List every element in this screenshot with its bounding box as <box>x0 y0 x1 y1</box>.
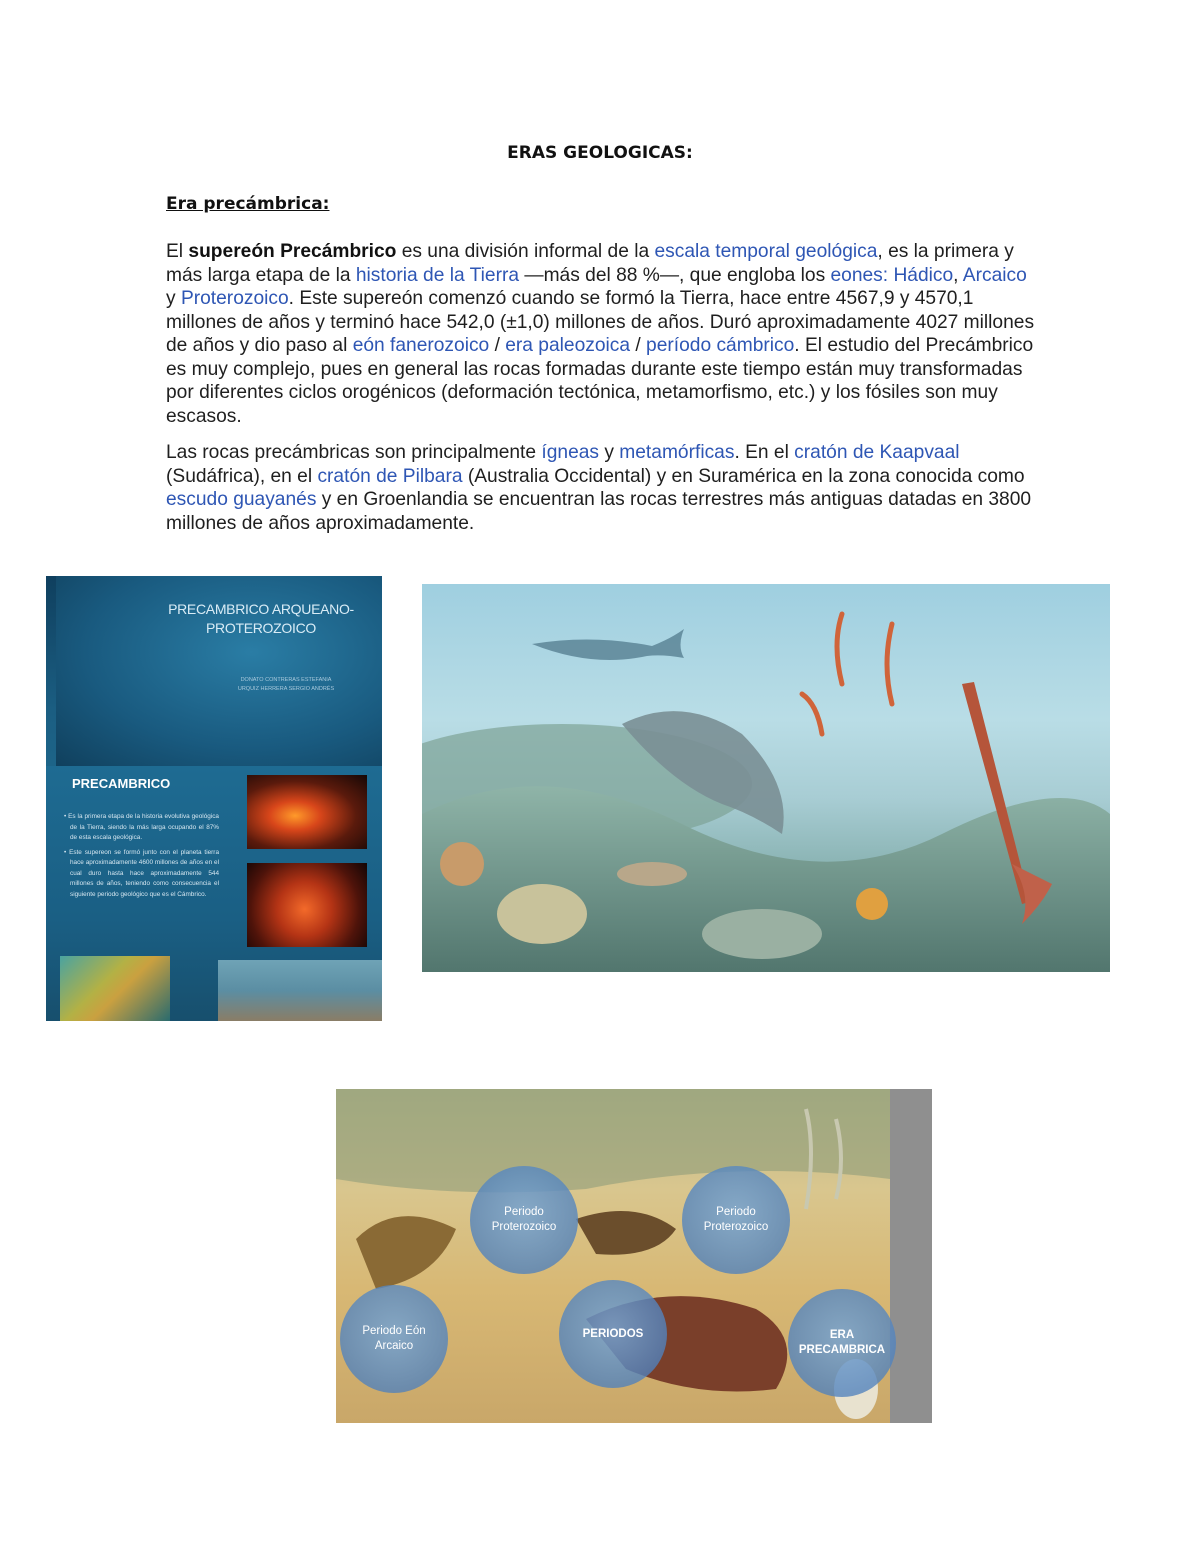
text-run: (Australia Occidental) y en Suramérica en la zona conocida como <box>462 465 1025 487</box>
link-eones-hadico[interactable]: eones: Hádico <box>830 264 954 286</box>
paragraph-2 <box>166 441 1036 535</box>
text-run: y <box>166 288 181 309</box>
gray-side-bar <box>890 1089 932 1423</box>
slide-authors <box>196 676 376 694</box>
trilobite-picture <box>60 956 170 1021</box>
periods-diagram-image <box>336 1089 932 1423</box>
text-run: , es la primera y más larga etapa de la <box>166 241 1014 286</box>
text-run: y <box>599 442 620 463</box>
text-run: El <box>166 241 189 262</box>
precambrian-underwater-illustration <box>422 584 1110 972</box>
slide-author-2: URQUIZ HERRERA SERGIO ANDRÉS <box>237 686 335 692</box>
molten-planet-picture <box>247 863 367 947</box>
link-periodo-cambrico[interactable]: período cámbrico <box>646 335 795 356</box>
link-escudo-guayanes[interactable]: escudo guayanés <box>166 489 317 510</box>
bubble-label: Periodo Eón Arcaico <box>362 1325 426 1352</box>
bubble-label: PERIODOS <box>582 1327 644 1340</box>
slide-bullet-1: • Es la primera etapa de la historia evolutiva geológica de la Tierra, siendo la más larga ocupando el 87% de esta escala geológica. <box>64 813 219 841</box>
underwater-scene-art <box>422 584 1110 972</box>
slide-title: PRECAMBRICO ARQUEANO-PROTEROZOICO <box>168 601 354 636</box>
link-arcaico[interactable]: Arcaico <box>962 264 1027 286</box>
seafloor-picture <box>218 960 382 1021</box>
link-igneas[interactable]: ígneas <box>541 442 600 463</box>
link-historia-tierra[interactable]: historia de la Tierra <box>355 264 520 286</box>
link-proterozoico[interactable]: Proterozoico <box>180 288 289 309</box>
bubble-label: ERA PRECAMBRICA <box>798 1329 886 1356</box>
text-run: / <box>489 335 506 356</box>
slide-author-1: DONATO CONTRERAS ESTEFANIA <box>240 677 332 683</box>
text-run: (Sudáfrica), en el <box>166 465 318 487</box>
link-escala-temporal[interactable]: escala temporal geológica <box>654 241 878 262</box>
lava-picture <box>247 775 367 849</box>
link-craton-pilbara[interactable]: cratón de Pilbara <box>317 465 463 487</box>
text-run: Las rocas precámbricas son principalmente <box>166 442 542 463</box>
bubble-periodos <box>559 1280 667 1388</box>
precambrico-slide-image <box>46 576 382 1021</box>
bold-term: supereón Precámbrico <box>188 241 397 262</box>
link-era-paleozoica[interactable]: era paleozoica <box>505 335 631 356</box>
text-run: . Este supereón comenzó cuando se formó la Tierra, hace entre 4567,9 y 4570,1 millones de años y terminó hace 542,0 (±1,0) millones de años. Duró aproximadamente 4027 millones de años y dio paso al <box>166 288 1035 356</box>
bubble-periodo-proterozoico-1 <box>470 1166 578 1274</box>
bubble-label: Periodo Proterozoico <box>703 1206 769 1233</box>
text-run: —más del 88 %—, que engloba los <box>519 264 831 286</box>
section-heading: Era precámbrica: <box>166 194 330 214</box>
text-run: , <box>953 264 963 286</box>
bubble-periodo-proterozoico-2 <box>682 1166 790 1274</box>
paragraph-1 <box>166 240 1036 428</box>
bubble-era-precambrica <box>788 1289 896 1397</box>
bubble-label: Periodo Proterozoico <box>491 1206 557 1233</box>
slide-heading: PRECAMBRICO <box>72 776 171 791</box>
text-run: es una división informal de la <box>396 241 655 262</box>
text-run: . El estudio del Precámbrico es muy complejo, pues en general las rocas formadas durante este tiempo están muy transformadas por diferentes ciclos orogénicos (deformación tectónica, metamorfismo, etc.) y los fósiles son muy escasos. <box>166 335 1034 427</box>
text-run: / <box>630 335 647 356</box>
slide-bullets <box>64 812 219 904</box>
link-metamorficas[interactable]: metamórficas <box>619 442 735 463</box>
link-eon-fanerozoico[interactable]: eón fanerozoico <box>352 335 490 356</box>
text-run: . En el <box>734 442 795 463</box>
slide-bullet-2: • Este supereon se formó junto con el planeta tierra hace aproximadamente 4600 millones de años en el cual duro hasta hace aproximadamente 544 millones de años, teniendo como consecuencia el siguiente periodo geológico que es el Cámbrico. <box>64 848 219 898</box>
document-title: ERAS GEOLOGICAS: <box>507 143 693 163</box>
link-craton-kaapvaal[interactable]: cratón de Kaapvaal <box>794 442 960 463</box>
bubble-eon-arcaico <box>340 1285 448 1393</box>
text-run: y en Groenlandia se encuentran las rocas terrestres más antiguas datadas en 3800 millones de años aproximadamente. <box>166 489 1032 534</box>
